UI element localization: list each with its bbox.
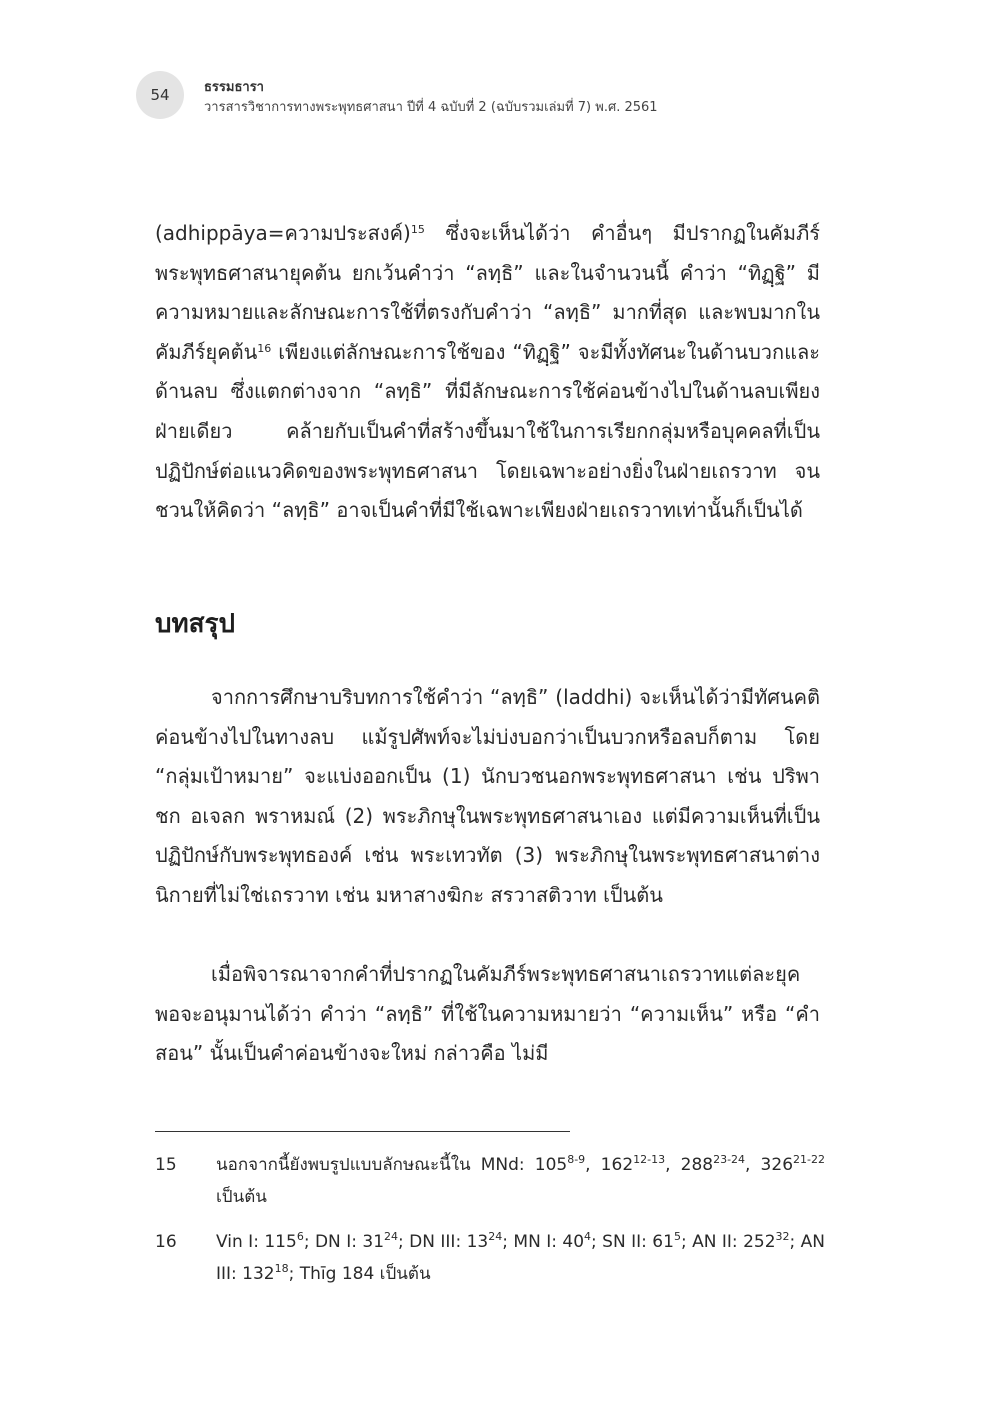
- footnote-16: [155, 1226, 825, 1290]
- body-paragraph-2: [155, 678, 820, 916]
- journal-title: ธรรมธารา: [204, 80, 264, 95]
- footnote-ref-16[interactable]: 16: [257, 341, 272, 355]
- footnote-text: Vin I: $115^6$; DN I: $31^{24}$; DN III: $13^{24}$; MN I: $40^4$; SN II: $61^5$; AN II: $252^{32}$; AN III: $132^{18}$; Thīg 184 เป็นต้น: [216, 1230, 826, 1284]
- page-number: 54: [150, 86, 170, 104]
- footnote-15: [155, 1149, 825, 1213]
- paragraph-text: (adhippāya=ความประสงค์)$^{15}$ ซึ่งจะเห็นได้ว่า คำอื่นๆ มีปรากฏในคัมภีร์พระพุทธศาสนายุคต้น ยกเว้นคำว่า “ลทฺธิ” และในจำนวนนี้ คำว่า “ทิฏฺฐิ” มีความหมายและลักษณะการใช้ที่ตรงกับคำว่า “ลทฺธิ” มากที่สุด และพบมากในคัมภีร์ยุคต้น$^{16}$ เพียงแต่ลักษณะการใช้ของ “ทิฏฺฐิ” จะมีทั้งทัศนะในด้านบวกและด้านลบ ซึ่งแตกต่างจาก “ลทฺธิ” ที่มีลักษณะการใช้ค่อนข้างไปในด้านลบเพียงฝ่ายเดียว คล้ายกับเป็นคำที่สร้างขึ้นมาใช้ในการเรียกกลุ่มหรือบุคคลที่เป็นปฏิปักษ์ต่อแนวคิดของพระพุทธศาสนา โดยเฉพาะอย่างยิ่งในฝ่ายเถรวาท จนชวนให้คิดว่า “ลทฺธิ” อาจเป็นคำที่มีใช้เฉพาะเพียงฝ่ายเถรวาทเท่านั้นก็เป็นได้: [155, 221, 820, 523]
- paragraph-text: เมื่อพิจารณาจากคำที่ปรากฏในคัมภีร์พระพุทธศาสนาเถรวาทแต่ละยุค พอจะอนุมานได้ว่า คำว่า “ลทฺธิ” ที่ใช้ในความหมายว่า “ความเห็น” หรือ “คำสอน” นั้นเป็นคำค่อนข้างจะใหม่ กล่าวคือ ไม่มี: [155, 962, 820, 1066]
- body-paragraph-1: [155, 214, 820, 531]
- paragraph-text: จากการศึกษาบริบทการใช้คำว่า “ลทฺธิ” (laddhi) จะเห็นได้ว่ามีทัศนคติค่อนข้างไปในทางลบ แม้รูปศัพท์จะไม่บ่งบอกว่าเป็นบวกหรือลบก็ตาม โดย “กลุ่มเป้าหมาย” จะแบ่งออกเป็น (1) นักบวชนอกพระพุทธศาสนา เช่น ปริพาชก อเจลก พราหมณ์ (2) พระภิกษุในพระพุทธศาสนาเอง แต่มีความเห็นที่เป็นปฏิปักษ์กับพระพุทธองค์ เช่น พระเทวทัต (3) พระภิกษุในพระพุทธศาสนาต่างนิกายที่ไม่ใช่เถรวาท เช่น มหาสางฆิกะ สรวาสติวาท เป็นต้น: [155, 685, 820, 907]
- footnote-divider: [155, 1131, 570, 1132]
- section-heading: บทสรุป: [155, 609, 235, 639]
- footnote-number: 15: [155, 1155, 177, 1175]
- journal-subtitle: วารสารวิชาการทางพระพุทธศาสนา ปีที่ 4 ฉบับที่ 2 (ฉบับรวมเล่มที่ 7) พ.ศ. 2561: [204, 100, 658, 115]
- body-paragraph-3: [155, 955, 820, 1074]
- page-number-badge: [136, 71, 184, 119]
- footnote-text: นอกจากนี้ยังพบรูปแบบลักษณะนี้ใน MNd: 105$^{8-9}$, 162$^{12-13}$, 288$^{23-24}$, 326$^{21-22}$ เป็นต้น: [216, 1153, 825, 1207]
- footnote-number: 16: [155, 1232, 177, 1252]
- footnote-ref-15[interactable]: 15: [410, 223, 425, 236]
